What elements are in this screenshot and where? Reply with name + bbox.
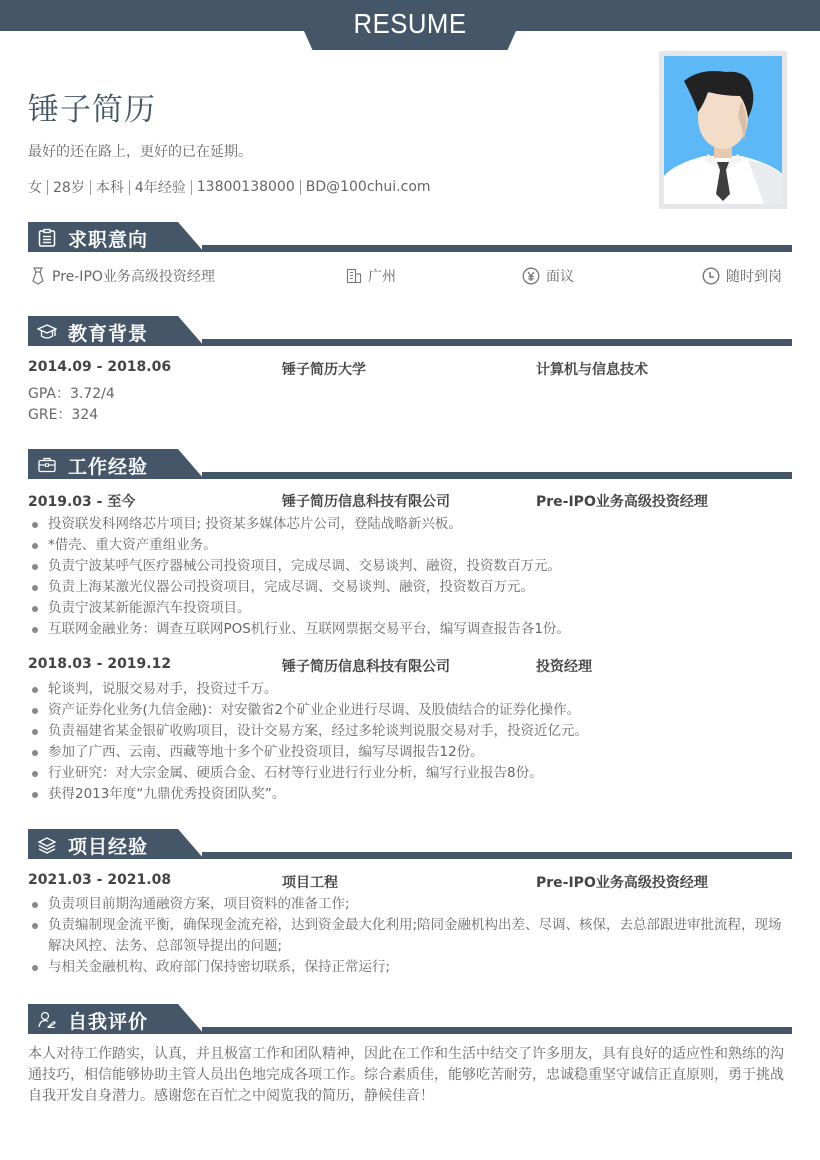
list-item: 资产证券化业务(九信金融)：对安徽省2个矿业企业进行尽调、及股债结合的证券化操作。 xyxy=(28,700,792,721)
clipboard-icon xyxy=(37,228,57,248)
self-evaluation-text: 本人对待工作踏实，认真，并且极富工作和团队精神，因此在工作和生活中结交了许多朋友，具有良好的适应性和熟练的沟通技巧，相信能够协助主管人员出色地完成各项工作。综合素质佳，能够吃苦耐劳，忠诚稳重坚守诚信正直原则，勇于挑战自我开发自身潜力。感谢您在百忙之中阅览我的简历，静候佳音！ xyxy=(28,1046,784,1104)
list-item: 投资联发科网络芯片项目; 投资某多媒体芯片公司，登陆战略新兴板。 xyxy=(28,514,792,535)
list-item: *借壳、重大资产重组业务。 xyxy=(28,535,792,556)
section-header-intent xyxy=(28,222,792,252)
motto: 最好的还在路上，更好的已在延期。 xyxy=(28,144,252,160)
degree: 本科 xyxy=(95,180,124,196)
layers-icon xyxy=(37,835,57,855)
section-title: 求职意向 xyxy=(68,229,149,251)
divider xyxy=(300,180,301,195)
section-header-project xyxy=(28,829,792,859)
divider xyxy=(129,180,130,195)
list-item: 负责项目前期沟通融资方案，项目资料的准备工作; xyxy=(28,894,792,915)
section-header-work xyxy=(28,449,792,479)
phone: 13800138000 xyxy=(196,179,295,195)
clock-icon xyxy=(702,267,720,285)
job-position: 投资经理 xyxy=(536,659,592,675)
intent-availability: 随时到岗 xyxy=(702,266,782,286)
section-title: 教育背景 xyxy=(68,323,149,345)
yen-icon xyxy=(522,267,540,285)
section-title: 自我评价 xyxy=(68,1011,149,1033)
building-icon xyxy=(346,268,362,284)
section-title: 项目经验 xyxy=(68,836,149,858)
list-item: 轮谈判，说服交易对手，投资过千万。 xyxy=(28,679,792,700)
email: BD@100chui.com xyxy=(305,179,431,195)
project-role: Pre-IPO业务高级投资经理 xyxy=(536,875,708,891)
company-name: 锤子简历信息科技有限公司 xyxy=(282,494,450,510)
work-period: 2018.03 - 2019.12 xyxy=(28,656,172,672)
intent-position: Pre-IPO业务高级投资经理 xyxy=(30,266,215,286)
tie-icon xyxy=(30,267,46,285)
gre: GRE：324 xyxy=(28,407,99,423)
list-item: 负责宁波某呼气医疗器械公司投资项目，完成尽调、交易谈判、融资，投资数百万元。 xyxy=(28,556,792,577)
experience-years: 4年经验 xyxy=(134,180,186,196)
person-illustration-icon xyxy=(664,56,782,204)
divider xyxy=(90,180,91,195)
age: 28岁 xyxy=(53,180,85,196)
avatar xyxy=(659,51,787,209)
section-header-education xyxy=(28,316,792,346)
resume-title: RESUME xyxy=(353,8,467,39)
list-item: 与相关金融机构、政府部门保持密切联系，保持正常运行; xyxy=(28,957,792,978)
school-name: 锤子简历大学 xyxy=(282,362,366,378)
briefcase-icon xyxy=(37,455,57,475)
gender: 女 xyxy=(28,180,42,196)
list-item: 负责福建省某金银矿收购项目，设计交易方案，经过多轮谈判说服交易对手，投资近亿元。 xyxy=(28,721,792,742)
list-item: 负责宁波某新能源汽车投资项目。 xyxy=(28,598,792,619)
job-intent-row xyxy=(28,266,792,288)
list-item: 参加了广西、云南、西藏等地十多个矿业投资项目，编写尽调报告12份。 xyxy=(28,742,792,763)
work-duties-list xyxy=(28,679,792,805)
list-item: 行业研究：对大宗金属、硬质合金、石材等行业进行行业分析，编写行业报告8份。 xyxy=(28,763,792,784)
project-duties-list xyxy=(28,894,792,978)
avatar-image xyxy=(664,56,782,204)
work-period: 2019.03 - 至今 xyxy=(28,494,136,510)
education-period: 2014.09 - 2018.06 xyxy=(28,359,172,375)
company-name: 锤子简历信息科技有限公司 xyxy=(282,659,450,675)
candidate-name: 锤子简历 xyxy=(28,92,156,128)
graduation-cap-icon xyxy=(37,322,57,342)
list-item: 获得2013年度“九鼎优秀投资团队奖”。 xyxy=(28,784,792,805)
gpa: GPA：3.72/4 xyxy=(28,386,115,402)
list-item: 负责编制现金流平衡，确保现金流充裕，达到资金最大化利用;陪同金融机构出差、尽调、核保，去总部跟进审批流程，现场解决风控、法务、总部领导提出的问题; xyxy=(28,915,792,957)
divider xyxy=(191,180,192,195)
section-header-self-eval xyxy=(28,1004,792,1034)
user-edit-icon xyxy=(37,1010,57,1030)
list-item: 负责上海某激光仪器公司投资项目，完成尽调、交易谈判、融资，投资数百万元。 xyxy=(28,577,792,598)
divider xyxy=(47,180,48,195)
section-title: 工作经验 xyxy=(68,456,149,478)
major: 计算机与信息技术 xyxy=(536,362,648,378)
intent-salary: 面议 xyxy=(522,266,574,286)
work-duties-list xyxy=(28,514,792,640)
intent-city: 广州 xyxy=(346,266,396,286)
project-period: 2021.03 - 2021.08 xyxy=(28,872,172,888)
project-name: 项目工程 xyxy=(282,875,338,891)
list-item: 互联网金融业务：调查互联网POS机行业、互联网票据交易平台，编写调查报告各1份。 xyxy=(28,619,792,640)
basic-info xyxy=(28,177,431,197)
job-position: Pre-IPO业务高级投资经理 xyxy=(536,494,708,510)
